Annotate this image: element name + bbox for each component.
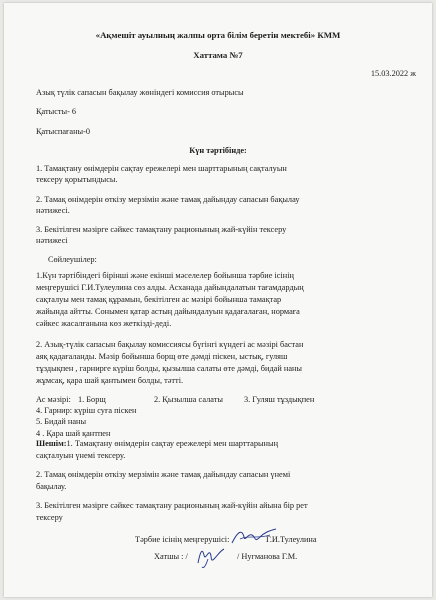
decision-label: Шешім: xyxy=(36,439,67,448)
decision-item-3-line-1: 3. Бекітілген мәзірге сәйкес тамақтану рационының жай-күйін айына бір рет xyxy=(36,501,308,510)
head-name: Г.И.Тулеулина xyxy=(266,535,317,544)
speech-2-line-4: жұмсақ, қара шай қантымен болды, тәтті. xyxy=(36,376,184,385)
speech-2-line-3: тұздықпен , гарнирге күріш болды, қызылша салаты өте дәмді, бидай наны xyxy=(36,364,303,373)
speakers-heading: Сөйлеушілер: xyxy=(48,255,97,264)
secretary-signature xyxy=(194,543,228,571)
speech-1-line-2: меңгерушісі Г.И.Тулеулина сөз алды. Асханада дайындалатын тағамдардың xyxy=(36,283,304,292)
menu-item-bread: 5. Бидай наны xyxy=(36,417,87,426)
decision-item-1-text: 1. Тамақтану өнімдерін сақтау ережелері мен шарттарының xyxy=(66,439,279,448)
speech-1-line-1: 1.Күн тәртібіндегі бірінші және екінші мәселелер бойынша тәрбие ісінің xyxy=(36,271,294,280)
speech-1-line-4: жайында айтты. Сонымен қатар астың дайындалуын қадағалаған, нормаға xyxy=(36,307,300,316)
decision-item-1-line-1 xyxy=(36,439,278,449)
decision-item-3-line-2: тексеру xyxy=(36,513,63,522)
decision-item-2-line-2: бақылау. xyxy=(36,482,67,491)
decision-item-1-line-2: сақталуын үнемі тексеру. xyxy=(36,451,126,460)
agenda-heading: Күн тәртібінде: xyxy=(189,146,247,155)
menu-item-beet-salad: 2. Қызылша салаты xyxy=(154,395,223,404)
agenda-item-2-line-2: нәтижесі. xyxy=(36,206,70,215)
secretary-name: / Нугманова Г.М. xyxy=(237,552,298,561)
agenda-item-1-line-1: 1. Тамақтану өнімдерін сақтау ережелері мен шарттарының сақталуын xyxy=(36,164,287,173)
agenda-item-3-line-2: нәтижесі xyxy=(36,236,68,245)
secretary-role-label: Хатшы : / xyxy=(154,552,188,561)
menu-item-borsch: 1. Борщ xyxy=(78,395,106,404)
menu-item-garnish: 4. Гарнир: күріш суға піскен xyxy=(36,406,137,415)
speech-1-line-5: сәйкес жасалғанына көз жеткізді-деді. xyxy=(36,319,172,328)
head-role-label: Тәрбие ісінің меңгерушісі: xyxy=(135,535,230,544)
agenda-item-1-line-2: тексеру қорытындысы. xyxy=(36,175,118,184)
absent-count: Қатыспағаны-0 xyxy=(36,127,91,136)
document-page xyxy=(4,3,432,597)
organization-title: «Ақмешіт ауылның жалпы орта білім беретін мектебі» КММ xyxy=(95,30,341,40)
agenda-item-2-line-1: 2. Тамақ өнімдерін өткізу мерзімін және тамақ дайындау сапасын бақылау xyxy=(36,195,300,204)
speech-2-line-2: аяқ қадағаланды. Мәзір бойынша борщ өте дәмді піскен, ыстық, гуляш xyxy=(36,352,288,361)
speech-1-line-3: сақталуы мен тамақ құрамын, бекітілген ас мәзірі бойынша тамақтар xyxy=(36,295,282,304)
attended-count: Қатысты- 6 xyxy=(36,107,77,116)
decision-item-2-line-1: 2. Тамақ өнімдерін өткізу мерзімін және тамақ дайындау сапасын үнемі xyxy=(36,470,291,479)
protocol-number: Хаттама №7 xyxy=(193,50,243,60)
menu-item-goulash: 3. Гуляш тұздықпен xyxy=(244,395,315,404)
menu-label: Ас мәзірі: xyxy=(36,395,71,404)
menu-item-tea: 4 . Қара шай қантпен xyxy=(36,429,111,438)
agenda-item-3-line-1: 3. Бекітілген мәзірге сәйкес тамақтану рационының жай-күйін тексеру xyxy=(36,225,287,234)
speech-2-line-1: 2. Азық-түлік сапасын бақылау комиссиясы бүгінгі күндегі ас мәзірі бастан xyxy=(36,340,304,349)
protocol-date: 15.03.2022 ж xyxy=(370,69,416,78)
meeting-title: Азық түлік сапасын бақылау жөніндегі комиссия отырысы xyxy=(36,88,244,97)
